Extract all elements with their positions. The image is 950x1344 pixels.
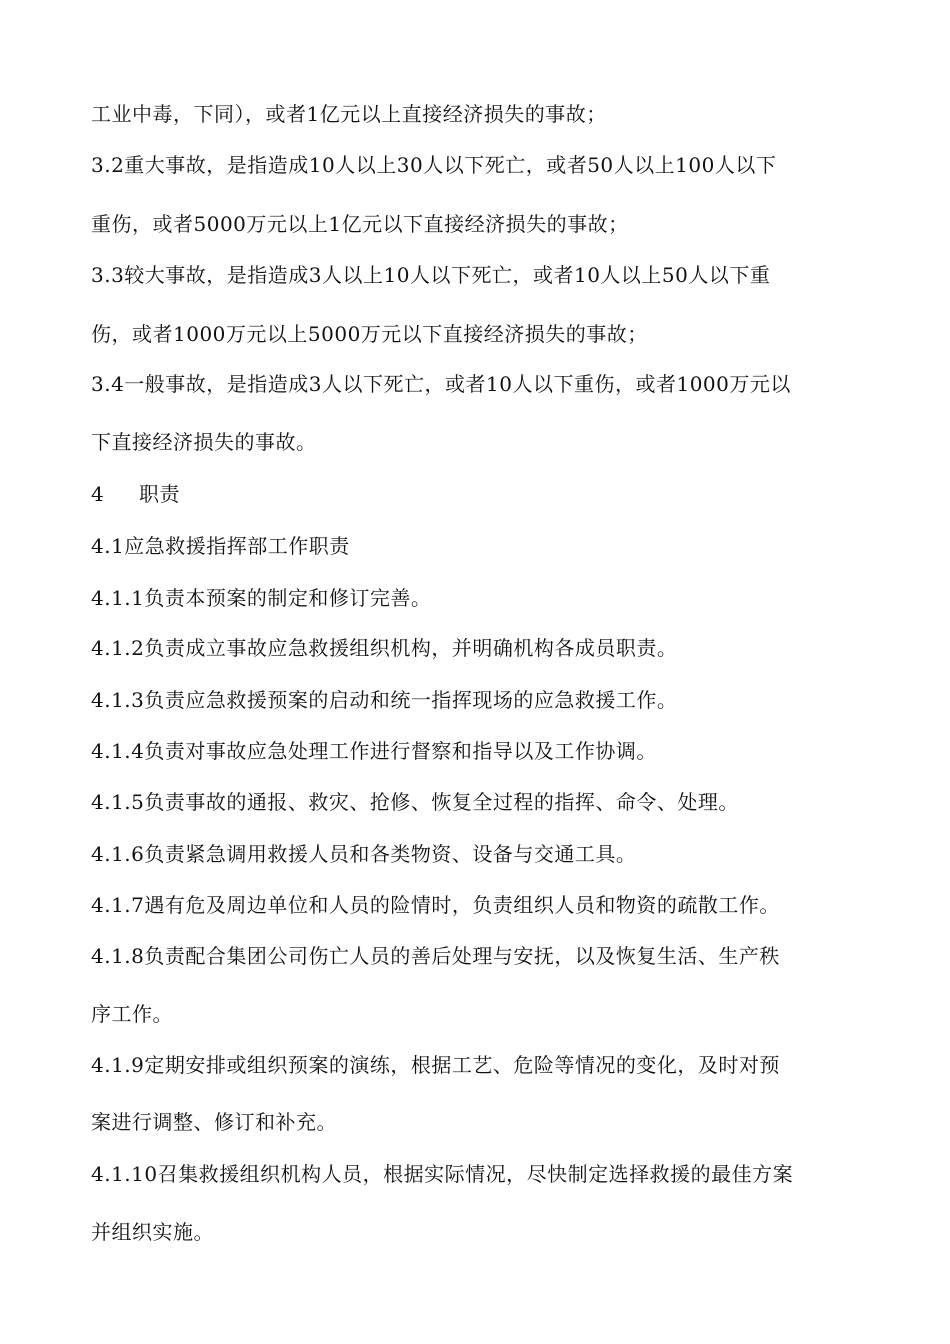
list-item-continuation: 并组织实施。 bbox=[91, 1220, 214, 1244]
text-line: 工业中毒，下同），或者1亿元以上直接经济损失的事故； bbox=[91, 102, 607, 126]
list-item-continuation: 案进行调整、修订和补充。 bbox=[91, 1110, 337, 1134]
section-number: 4 bbox=[91, 482, 105, 506]
text-line: 下直接经济损失的事故。 bbox=[91, 430, 317, 454]
list-item: 4.1.2负责成立事故应急救援组织机构，并明确机构各成员职责。 bbox=[91, 636, 678, 660]
subsection-heading: 4.1应急救援指挥部工作职责 bbox=[91, 534, 350, 558]
list-item-continuation: 序工作。 bbox=[91, 1002, 173, 1026]
text-line: 3.2重大事故，是指造成10人以上30人以下死亡，或者50人以上100人以下 bbox=[91, 153, 777, 177]
list-item: 4.1.8负责配合集团公司伤亡人员的善后处理与安抚，以及恢复生活、生产秩 bbox=[91, 944, 780, 968]
text-line: 重伤，或者5000万元以上1亿元以下直接经济损失的事故； bbox=[91, 212, 629, 236]
text-line: 3.4一般事故，是指造成3人以下死亡，或者10人以下重伤，或者1000万元以 bbox=[91, 372, 791, 396]
text-line: 伤，或者1000万元以上5000万元以下直接经济损失的事故； bbox=[91, 322, 648, 346]
list-item: 4.1.9定期安排或组织预案的演练，根据工艺、危险等情况的变化，及时对预 bbox=[91, 1053, 780, 1077]
section-title: 职责 bbox=[139, 482, 180, 506]
text-line: 3.3较大事故，是指造成3人以上10人以下死亡，或者10人以上50人以下重 bbox=[91, 263, 771, 287]
list-item: 4.1.5负责事故的通报、救灾、抢修、恢复全过程的指挥、命令、处理。 bbox=[91, 790, 739, 814]
list-item: 4.1.7遇有危及周边单位和人员的险情时，负责组织人员和物资的疏散工作。 bbox=[91, 893, 780, 917]
list-item: 4.1.6负责紧急调用救援人员和各类物资、设备与交通工具。 bbox=[91, 842, 637, 866]
section-heading bbox=[91, 480, 881, 508]
list-item: 4.1.4负责对事故应急处理工作进行督察和指导以及工作协调。 bbox=[91, 739, 657, 763]
list-item: 4.1.10召集救援组织机构人员，根据实际情况，尽快制定选择救援的最佳方案 bbox=[91, 1162, 794, 1186]
list-item: 4.1.1负责本预案的制定和修订完善。 bbox=[91, 586, 432, 610]
list-item: 4.1.3负责应急救援预案的启动和统一指挥现场的应急救援工作。 bbox=[91, 688, 678, 712]
